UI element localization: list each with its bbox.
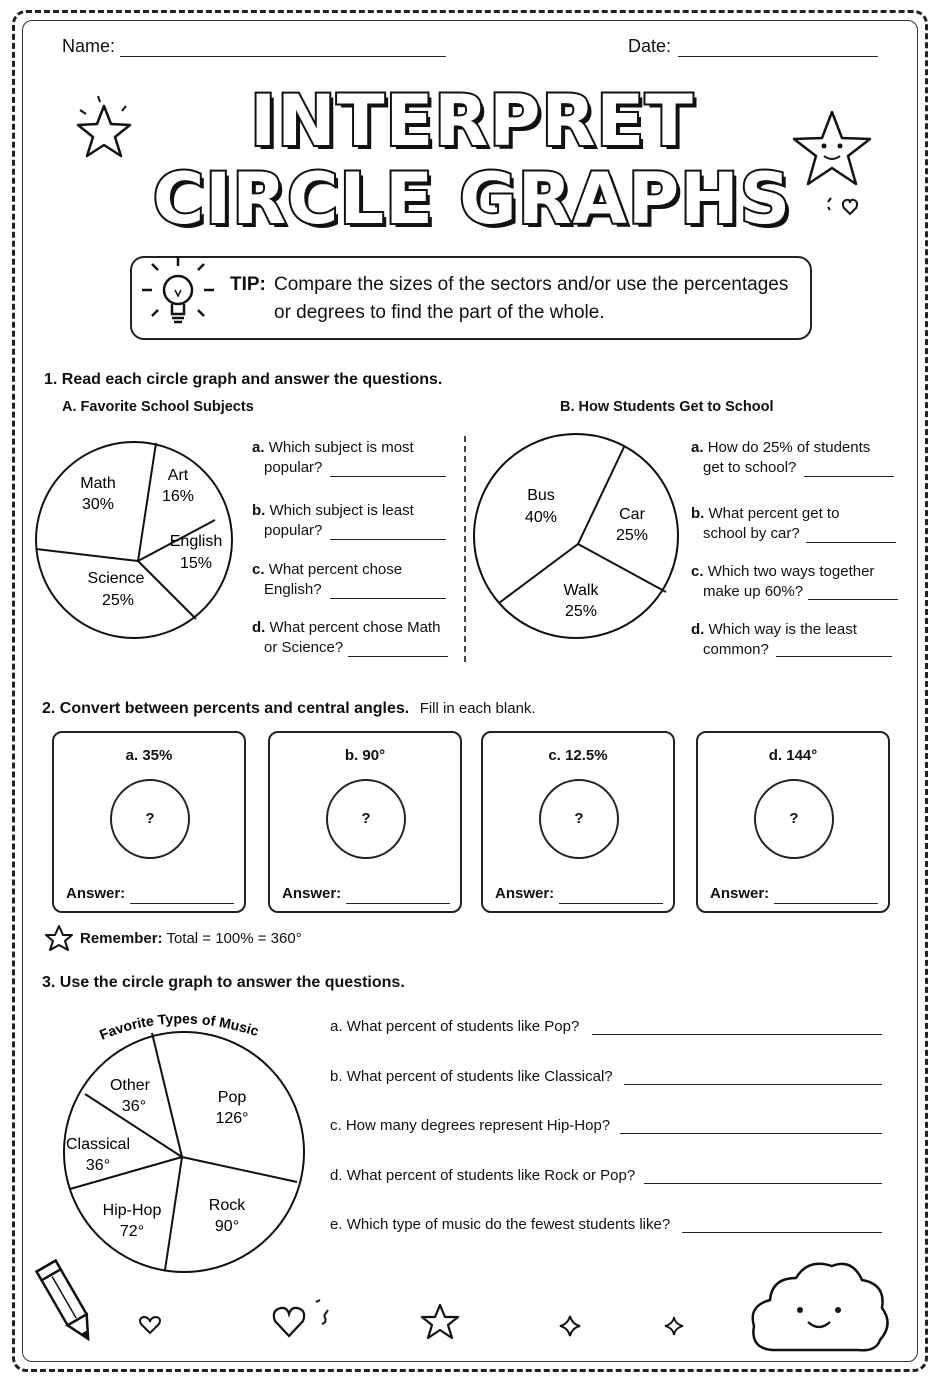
date-label: Date: [628, 36, 672, 56]
convert-box-a [52, 731, 246, 913]
graphB-label-walk: Walk [563, 582, 599, 599]
name-label: Name: [62, 36, 116, 56]
graphA-value-science: 25% [101, 592, 135, 609]
graphA-label-science: Science [87, 570, 145, 587]
graphA-value-english: 15% [179, 555, 213, 572]
convert-box-c-circle: ? [539, 779, 619, 859]
music-answer-b[interactable] [624, 1084, 882, 1085]
convert-box-b-circle: ? [326, 779, 406, 859]
convert-box-d-title: d. 144° [768, 747, 818, 764]
graphA-question-b: b. Which subject is least popular? [252, 502, 414, 539]
bottom-star-icon [420, 1302, 460, 1342]
music-value-rock: 90° [214, 1218, 240, 1235]
smiling-star-icon [792, 104, 872, 224]
name-field[interactable] [120, 56, 446, 57]
music-value-pop: 126° [215, 1110, 249, 1127]
convert-box-b-answer-label: Answer: [282, 885, 342, 902]
music-question-e: e. Which type of music do the fewest students like? [330, 1216, 671, 1233]
convert-box-d-answer-field[interactable] [774, 903, 878, 904]
convert-box-b-answer-field[interactable] [346, 903, 450, 904]
star-outline-icon [44, 924, 74, 952]
graphA-label-art: Art [167, 467, 189, 484]
convert-box-c-answer-label: Answer: [495, 885, 555, 902]
star-doodle-icon [70, 92, 140, 164]
convert-box-d-circle: ? [754, 779, 834, 859]
title-line-2: CIRCLE GRAPHS [152, 158, 792, 240]
pencil-icon [28, 1252, 108, 1352]
section1-heading: 1. Read each circle graph and answer the questions. [44, 371, 443, 388]
graphB-title: B. How Students Get to School [560, 399, 774, 415]
graphA-answer-c[interactable] [330, 598, 446, 599]
graphA-answer-b[interactable] [330, 539, 446, 540]
lightbulb-icon [140, 252, 220, 338]
convert-box-c-answer-field[interactable] [559, 903, 663, 904]
convert-box-a-circle: ? [110, 779, 190, 859]
graphB-question-c: c. Which two ways together make up 60%? [691, 563, 875, 600]
convert-box-c [481, 731, 675, 913]
music-label-pop: Pop [217, 1089, 247, 1106]
music-value-other: 36° [121, 1098, 147, 1115]
convert-box-d [696, 731, 890, 913]
music-label-classical: Classical [65, 1136, 131, 1153]
convert-box-d-answer-label: Answer: [710, 885, 770, 902]
graphB-value-walk: 25% [564, 603, 598, 620]
convert-box-a-answer-field[interactable] [130, 903, 234, 904]
graphB-question-a: a. How do 25% of students get to school? [691, 439, 871, 476]
section2-instruction: Fill in each blank. [419, 700, 536, 717]
music-question-d: d. What percent of students like Rock or Pop? [330, 1167, 636, 1184]
music-pie [56, 1002, 318, 1274]
graphB-answer-b[interactable] [806, 542, 896, 543]
graphB-label-bus: Bus [527, 487, 555, 504]
graphA-label-english: English [169, 533, 223, 550]
music-graph-title: Favorite Types of Music [97, 1010, 261, 1043]
graphB-answer-a[interactable] [804, 476, 894, 477]
tip-text-line2: or degrees to find the part of the whole. [274, 302, 605, 323]
graphA-pie [30, 438, 242, 644]
graphB-answer-d[interactable] [776, 656, 892, 657]
graphB-label-car: Car [619, 506, 645, 523]
graphB-value-bus: 40% [524, 509, 558, 526]
music-answer-d[interactable] [644, 1183, 882, 1184]
graphA-title: A. Favorite School Subjects [62, 399, 254, 415]
date-field[interactable] [678, 56, 878, 57]
music-answer-c[interactable] [620, 1133, 882, 1134]
heart-notes-icon [272, 1296, 336, 1340]
music-value-hiphop: 72° [119, 1223, 145, 1240]
smiling-cloud-icon [746, 1254, 896, 1358]
graphB-question-b: b. What percent get to school by car? [691, 505, 840, 542]
music-label-rock: Rock [208, 1197, 246, 1214]
music-question-a: a. What percent of students like Pop? [330, 1018, 580, 1035]
convert-box-c-title: c. 12.5% [548, 747, 608, 764]
music-label-hiphop: Hip-Hop [102, 1202, 162, 1219]
graphA-answer-d[interactable] [348, 656, 448, 657]
convert-box-a-title: a. 35% [125, 747, 173, 764]
graphA-label-math: Math [80, 475, 116, 492]
section3-heading: 3. Use the circle graph to answer the questions. [42, 974, 405, 991]
convert-box-b [268, 731, 462, 913]
graphA-question-c: c. What percent chose English? [252, 561, 403, 598]
tip-box [130, 256, 812, 340]
title-line-1: INTERPRET [250, 80, 694, 162]
graphB-answer-c[interactable] [808, 599, 898, 600]
music-answer-e[interactable] [682, 1232, 882, 1233]
graphA-value-math: 30% [81, 496, 115, 513]
tip-label: TIP: [230, 274, 266, 295]
section2-heading: 2. Convert between percents and central angles. Fill in each blank. [42, 700, 536, 717]
convert-box-b-title: b. 90° [344, 747, 386, 764]
remember-note: Remember: Total = 100% = 360° [80, 930, 302, 947]
graphB-pie [470, 432, 684, 644]
convert-box-a-answer-label: Answer: [66, 885, 126, 902]
tip-text-line1: Compare the sizes of the sectors and/or use the percentages [274, 274, 789, 295]
graphA-value-art: 16% [161, 488, 195, 505]
graphA-question-d: d. What percent chose Math or Science? [252, 619, 441, 656]
sparkle-icon [558, 1314, 582, 1338]
graphA-answer-a[interactable] [330, 476, 446, 477]
music-answer-a[interactable] [592, 1034, 882, 1035]
section1-divider [464, 436, 466, 662]
music-value-classical: 36° [85, 1157, 111, 1174]
music-question-c: c. How many degrees represent Hip-Hop? [330, 1117, 611, 1134]
graphB-value-car: 25% [615, 527, 649, 544]
graphB-question-d: d. Which way is the least common? [691, 621, 857, 658]
music-question-b: b. What percent of students like Classical? [330, 1068, 613, 1085]
graphA-question-a: a. Which subject is most popular? [252, 439, 414, 476]
music-label-other: Other [109, 1077, 151, 1094]
small-sparkle-icon [664, 1316, 684, 1336]
small-heart-icon [138, 1314, 162, 1336]
